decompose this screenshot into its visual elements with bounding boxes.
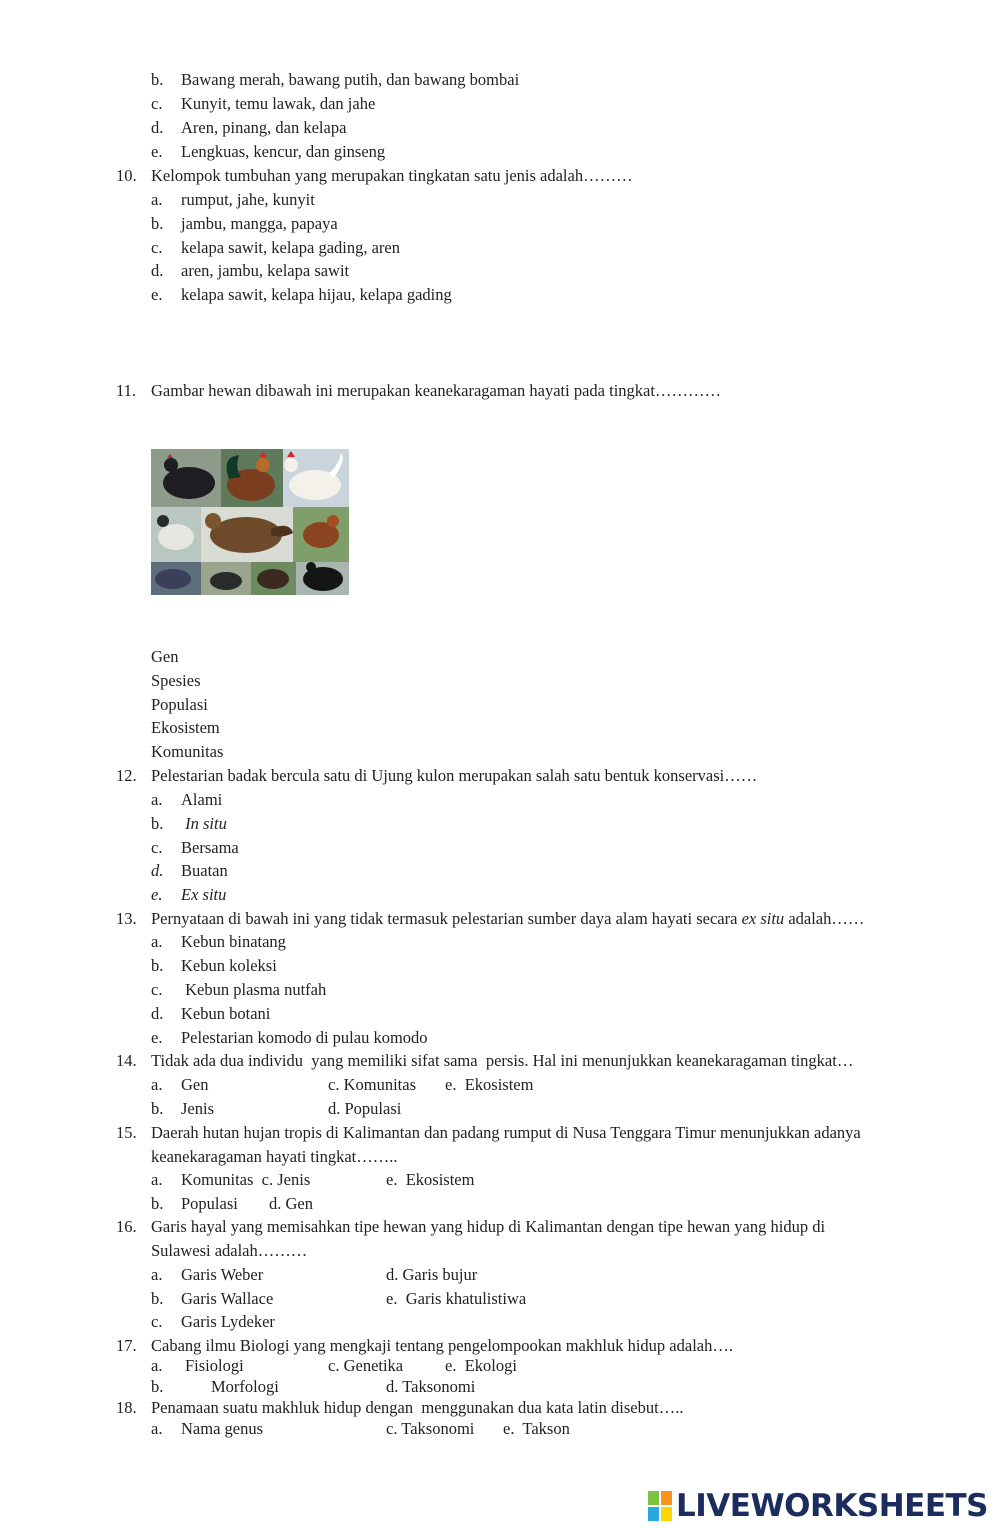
- option-label: e.: [151, 885, 163, 904]
- question-number: 16.: [116, 1217, 137, 1236]
- option-label: a.: [151, 1075, 163, 1094]
- question-text: Sulawesi adalah………: [151, 1241, 308, 1260]
- liveworksheets-brand[interactable]: [648, 1489, 988, 1523]
- option-text: aren, jambu, kelapa sawit: [181, 261, 350, 280]
- option-text: Lengkuas, kencur, dan ginseng: [181, 142, 386, 161]
- option-label: b.: [151, 1194, 164, 1213]
- option-text: Pelestarian komodo di pulau komodo: [181, 1028, 428, 1047]
- question-text-italic: ex situ: [741, 909, 785, 928]
- q11-option-5[interactable]: [151, 742, 223, 762]
- q17-option-a[interactable]: Fisiologi: [185, 1356, 244, 1375]
- option-text: Komunitas: [151, 742, 224, 761]
- option-text: Gen: [151, 647, 179, 666]
- question-text-part: Pernyataan di bawah ini yang tidak termasuk pelestarian sumber daya alam hayati secara: [151, 909, 742, 928]
- option-label: c.: [151, 94, 163, 113]
- q11-option-3[interactable]: [151, 695, 208, 715]
- question-text: Gambar hewan dibawah ini merupakan keanekaragaman hayati pada tingkat…………: [151, 381, 721, 400]
- q15-option-d[interactable]: d. Gen: [269, 1194, 313, 1213]
- option-text: rumput, jahe, kunyit: [181, 190, 315, 209]
- option-text: In situ: [181, 814, 227, 833]
- option-label: a.: [151, 790, 163, 809]
- chicken-collage-svg: [151, 449, 349, 595]
- option-label: d.: [151, 118, 164, 137]
- question-text-part: adalah……: [784, 909, 865, 928]
- option-text: Kunyit, temu lawak, dan jahe: [181, 94, 376, 113]
- q11-option-4[interactable]: [151, 718, 220, 738]
- option-label: d.: [151, 261, 164, 280]
- q14-option-b[interactable]: Jenis: [181, 1099, 214, 1118]
- option-label: e.: [151, 1028, 163, 1047]
- option-label: d.: [151, 861, 164, 880]
- option-label: e.: [151, 285, 163, 304]
- option-label: a.: [151, 1170, 163, 1189]
- option-text: Kebun plasma nutfah: [181, 980, 327, 999]
- question-text: [151, 909, 864, 929]
- q14-option-a[interactable]: Gen: [181, 1075, 209, 1094]
- option-label: a.: [151, 1419, 163, 1438]
- question-text: Kelompok tumbuhan yang merupakan tingkatan satu jenis adalah………: [151, 166, 633, 185]
- option-text: Aren, pinang, dan kelapa: [181, 118, 347, 137]
- option-text: Bersama: [181, 838, 239, 857]
- option-text: Ekosistem: [151, 718, 220, 737]
- q11-option-1[interactable]: [151, 647, 179, 667]
- option-label: a.: [151, 190, 163, 209]
- option-label: b.: [151, 956, 164, 975]
- q14-option-c[interactable]: c. Komunitas: [328, 1075, 416, 1094]
- option-label: c.: [151, 980, 163, 999]
- question-text: keanekaragaman hayati tingkat……..: [151, 1147, 398, 1166]
- question-number: 11.: [116, 381, 137, 400]
- q16-option-e[interactable]: e. Garis khatulistiwa: [386, 1289, 527, 1308]
- option-label: c.: [151, 238, 163, 257]
- option-text: Kebun botani: [181, 1004, 271, 1023]
- q18-option-a[interactable]: Nama genus: [181, 1419, 264, 1438]
- option-text: Buatan: [181, 861, 228, 880]
- option-label: c.: [151, 838, 163, 857]
- q18-option-e[interactable]: e. Takson: [503, 1419, 570, 1438]
- question-number: 18.: [116, 1398, 137, 1417]
- question-text: Garis hayal yang memisahkan tipe hewan yang hidup di Kalimantan dengan tipe hewan yang hidup di: [151, 1217, 826, 1236]
- question-number: 12.: [116, 766, 137, 785]
- brand-wordmark: LIVEWORKSHEETS: [676, 1488, 988, 1524]
- q15-option-a[interactable]: Komunitas c. Jenis: [181, 1170, 311, 1189]
- option-label: b.: [151, 1289, 164, 1308]
- option-text: Alami: [181, 790, 223, 809]
- option-text: Bawang merah, bawang putih, dan bawang bombai: [181, 70, 520, 89]
- q15-option-b[interactable]: Populasi: [181, 1194, 238, 1213]
- option-text: Kebun koleksi: [181, 956, 277, 975]
- q17-option-d[interactable]: d. Taksonomi: [386, 1377, 476, 1396]
- q11-option-2[interactable]: [151, 671, 201, 691]
- option-label: a.: [151, 1356, 163, 1375]
- question-text: Daerah hutan hujan tropis di Kalimantan dan padang rumput di Nusa Tenggara Timur menunjukkan adanya: [151, 1123, 861, 1142]
- option-text: jambu, mangga, papaya: [181, 214, 338, 233]
- option-text: Garis Lydeker: [181, 1312, 275, 1331]
- question-text: Tidak ada dua individu yang memiliki sifat sama persis. Hal ini menunjukkan keanekaragaman tingkat…: [151, 1051, 854, 1070]
- q14-option-d[interactable]: d. Populasi: [328, 1099, 402, 1118]
- option-text: Kebun binatang: [181, 932, 286, 951]
- q15-option-e[interactable]: e. Ekosistem: [386, 1170, 475, 1189]
- option-text: Populasi: [151, 695, 208, 714]
- option-text: kelapa sawit, kelapa gading, aren: [181, 238, 400, 257]
- question-number: 13.: [116, 909, 137, 928]
- question-text: Cabang ilmu Biologi yang mengkaji tentang pengelompookan makhluk hidup adalah….: [151, 1336, 733, 1355]
- option-label: b.: [151, 214, 164, 233]
- question-number: 14.: [116, 1051, 137, 1070]
- option-label: b.: [151, 1377, 164, 1396]
- q14-option-e[interactable]: e. Ekosistem: [445, 1075, 534, 1094]
- option-text: Ex situ: [181, 885, 227, 904]
- q16-option-a[interactable]: Garis Weber: [181, 1265, 264, 1284]
- liveworksheets-logo-icon: [648, 1491, 672, 1521]
- q18-option-c[interactable]: c. Taksonomi: [386, 1419, 475, 1438]
- q17-option-b[interactable]: Morfologi: [211, 1377, 279, 1396]
- question-number: 15.: [116, 1123, 137, 1142]
- option-text: kelapa sawit, kelapa hijau, kelapa gading: [181, 285, 452, 304]
- option-label: d.: [151, 1004, 164, 1023]
- option-label: b.: [151, 1099, 164, 1118]
- option-label: b.: [151, 70, 164, 89]
- question-text: Penamaan suatu makhluk hidup dengan menggunakan dua kata latin disebut…..: [151, 1398, 684, 1417]
- question-text: Pelestarian badak bercula satu di Ujung kulon merupakan salah satu bentuk konservasi……: [151, 766, 758, 785]
- q17-option-e[interactable]: e. Ekologi: [445, 1356, 517, 1375]
- option-text: Spesies: [151, 671, 201, 690]
- question-number: 10.: [116, 166, 137, 185]
- option-label: c.: [151, 1312, 163, 1331]
- q16-option-b[interactable]: Garis Wallace: [181, 1289, 274, 1308]
- q16-option-d[interactable]: d. Garis bujur: [386, 1265, 478, 1284]
- option-label: a.: [151, 932, 163, 951]
- question-number: 17.: [116, 1336, 137, 1355]
- option-label: e.: [151, 142, 163, 161]
- q17-option-c[interactable]: c. Genetika: [328, 1356, 404, 1375]
- option-label: a.: [151, 1265, 163, 1284]
- chicken-collage-image: [151, 449, 349, 595]
- option-label: b.: [151, 814, 164, 833]
